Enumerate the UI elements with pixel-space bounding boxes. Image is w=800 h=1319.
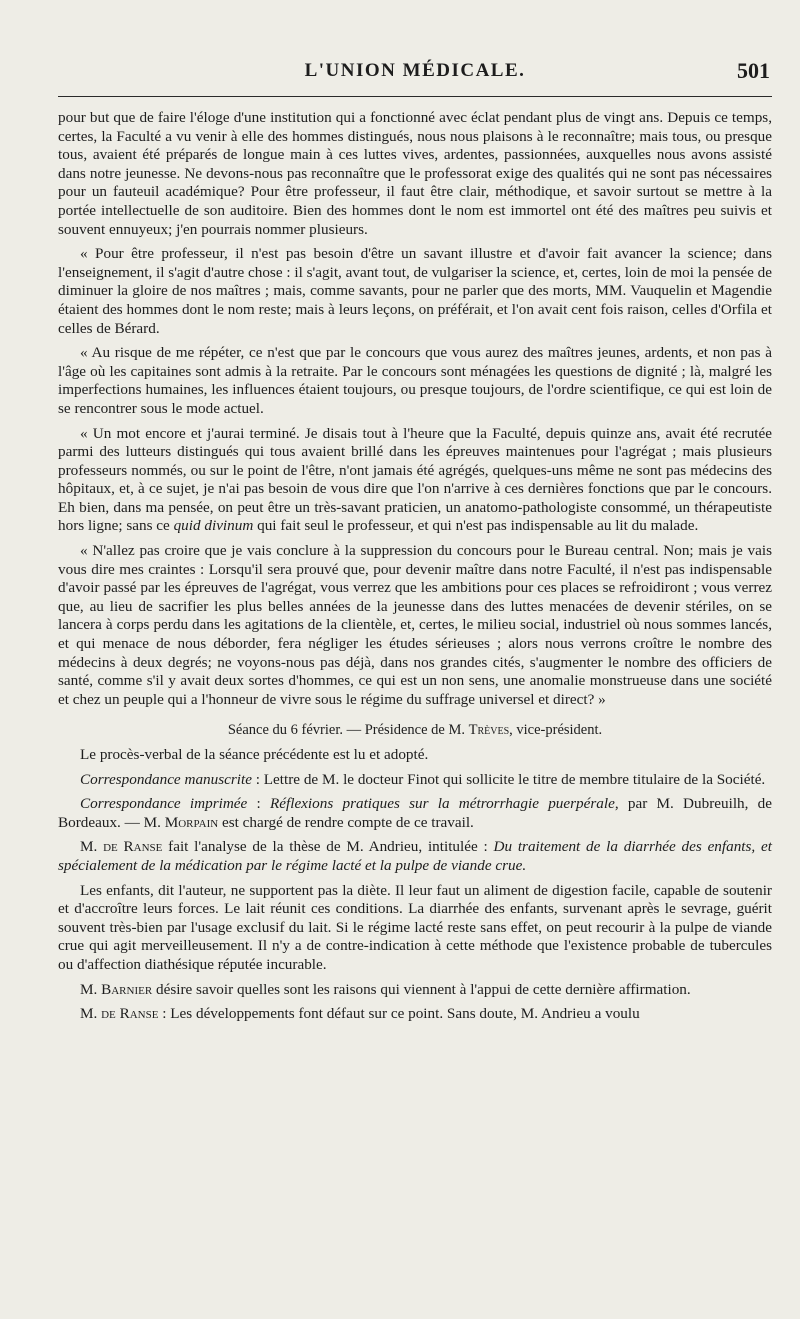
person-name: de Ranse: [103, 838, 163, 856]
paragraph-continuation: pour but que de faire l'éloge d'une institution qui a fonctionné avec éclat pendant plus de vingt ans. Depuis ce temps, certes, la Faculté a vu venir à elle des hommes distingués, nous nous plaisons à le reconnaître; mais tous, ou presque tous, avaient été préparés de longue main à ces luttes vives, ardentes, passionnées, auxquelles nous avons assisté dans notre jeunesse. Ne devons-nous pas reconnaître que le professorat exige des qualités qui ne sont pas nécessaires pour un fauteuil académique? Pour être professeur, il faut être clair, méthodique, et savoir surtout se mettre à la portée intellectuelle de son auditoire. Bien des hommes dont le nom est immortel ont été des maîtres peu suivis et souvent ennuyeux; j'en pourrais nommer plusieurs.: [58, 109, 772, 238]
person-name: Barnier: [101, 980, 153, 998]
correspondance-imprimee: [58, 795, 772, 832]
text-run: désire savoir quelles sont les raisons qui viennent à l'appui de cette dernière affirmation.: [152, 980, 691, 998]
section-label: Correspondance imprimée: [80, 795, 248, 813]
paragraph-concours: « Au risque de me répéter, ce n'est que par le concours que vous aurez des maîtres jeunes, ardents, et non pas à l'âge où les capitaines sont admis à la retraite. Par le concours sont ménagées les questions de dignité ; là, malgré les imperfections humaines, les influences étaient toujours, ou presque toujours, de l'ordre scientifique, ce qui est loin de se rencontrer sous le mode actuel.: [58, 344, 772, 417]
paragraph-barnier: [58, 981, 772, 1000]
text-run: M.: [80, 838, 104, 856]
text-run: : Lettre de M. le docteur Finot qui sollicite le titre de membre titulaire de la Société.: [251, 770, 766, 788]
seance-date: Séance du 6 février. — Présidence de M.: [227, 722, 469, 739]
paragraph-mot-encore: [58, 425, 772, 537]
page-header: [58, 56, 772, 97]
correspondance-manuscrite: [58, 771, 772, 790]
paragraph-de-ranse-reply: [58, 1005, 772, 1024]
running-title: L'UNION MÉDICALE.: [304, 60, 526, 81]
text-run: est chargé de rendre compte de ce travail.: [218, 813, 474, 831]
page-number: 501: [737, 58, 770, 83]
text-run: , par M. Dubreuilh, de Bordeaux. — M.: [58, 795, 772, 831]
text-run: qui fait seul le professeur, et qui n'est pas indispensable au lit du malade.: [253, 517, 699, 535]
text-run: : Les développements font défaut sur ce point. Sans doute, M. Andrieu a voulu: [158, 1005, 640, 1023]
proces-verbal: Le procès-verbal de la séance précédente est lu et adopté.: [80, 746, 429, 763]
section-label: Correspondance manuscrite: [80, 770, 252, 788]
text-run: fait l'analyse de la thèse de M. Andrieu, intitulée :: [162, 838, 494, 856]
seance-role: , vice-président.: [509, 722, 603, 739]
paragraph-professeur: « Pour être professeur, il n'est pas besoin d'être un savant illustre et d'avoir fait avancer la science; dans l'enseignement, il s'agit d'autre chose : il s'agit, avant tout, de vulgariser la science, et, certes, loin de moi la pensée de diminuer la gloire de nos maîtres ; mais, comme savants, pour ne parler que des morts, MM. Vauquelin et Magendie étaient des hommes dont le nom reste; mais à leurs leçons, on préférait, et l'on avait cent fois raison, celles d'Orfila et celles de Bérard.: [58, 245, 772, 337]
text-run: M.: [80, 1005, 102, 1023]
article-body: [58, 109, 772, 1024]
text-run: :: [247, 795, 270, 813]
person-name: de Ranse: [101, 1005, 159, 1023]
text-run: « Un mot encore et j'aurai terminé. Je disais tout à l'heure que la Faculté, depuis quinze ans, avait été recrutée parmi des lutteurs distingués qui tous avaient brillé dans les épreuves maintenues pour l'agrégat ; mais plusieurs professeurs nommés, ou sur le point de l'être, n'ont jamais été agrégés, quelques-uns même ne sont pas médecins des hôpitaux, et, à ce sujet, je n'ai pas besoin de vous dire que l'on n'arrive à ces dernières fonctions que par le concours. Eh bien, dans ma pensée, on peut être un très-savant praticien, un anatomo-pathologiste consommé, un thérapeutiste hors ligne; sans ce: [58, 424, 772, 535]
president-name: Trèves: [468, 722, 510, 739]
paragraph-enfants: Les enfants, dit l'auteur, ne supportent pas la diète. Il leur faut un aliment de digestion facile, capable de soutenir et d'accroître leurs forces. Le lait réunit ces conditions. La diarrhée des enfants, survenant après le sevrage, guérit souvent très-bien par l'usage exclusif du lait. Si le régime lacté reste sans effet, on peut recourir à la pulpe de viande crue qui agit merveilleusement. Il n'y a de contre-indication à cette méthode que l'existence probable de tubercules ou d'affection diathésique réputée incurable.: [58, 881, 772, 973]
analyse-these: [58, 838, 772, 875]
person-name: Morpain: [164, 813, 219, 831]
paragraph-bureau-central: « N'allez pas croire que je vais conclure à la suppression du concours pour le Bureau central. Non; mais je vais vous dire mes craintes : Lorsqu'il sera prouvé que, pour devenir maître dans notre Faculté, il n'est pas indispensable d'avoir passé par les épreuves de l'agrégat, vous verrez que les ambitions pour ces places se refroidiront ; vous verrez que, au lieu de sacrifier les plus belles années de la jeunesse dans des luttes menacées de devenir stériles, on se lancera à corps perdu dans les agitations de la clientèle, et, certes, le milieu social, industriel où nous sommes lancés, et qui menace de nous déborder, fera négliger les études sérieuses ; alors nous verrons croître le nombre des médecins à deux degrés; ne voyons-nous pas déjà, dans nos grandes cités, s'augmenter le nombre des officiers de santé, comme s'il y avait deux sortes d'hommes, ce qui est un non sens, une anomalie monstrueuse dans une société et chez un peuple qui a l'honneur de vivre sous le régime du suffrage universel et direct? »: [58, 542, 772, 708]
thesis-title: Du traitement de la diarrhée des enfants, et spécialement de la médication par le régime lacté et la pulpe de viande crue.: [58, 838, 772, 874]
publication-title: Réflexions pratiques sur la métrorrhagie puerpérale: [269, 795, 615, 813]
latin-phrase: quid divinum: [173, 517, 254, 535]
seance-heading: [58, 721, 772, 740]
text-run: M.: [80, 980, 102, 998]
